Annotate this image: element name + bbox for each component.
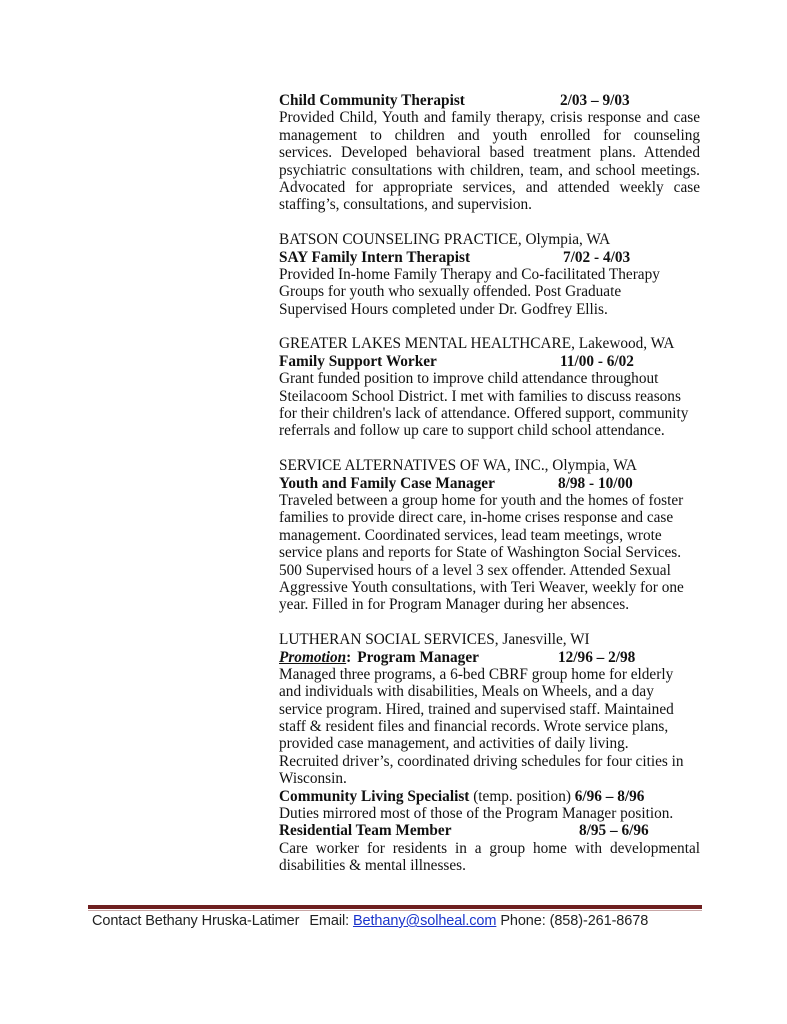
section-service-alternatives [279, 457, 700, 614]
body-line: services. Developed behavioral based treatment plans. Attended [279, 144, 700, 162]
body-line: Supervised Hours completed under Dr. Godfrey Ellis. [279, 300, 608, 318]
employer-name: GREATER LAKES MENTAL HEALTHCARE, Lakewood, WA [279, 335, 675, 353]
body-line: Care worker for residents in a group home with developmental [279, 839, 700, 857]
body-line: service program. Hired, trained and supervised staff. Maintained [279, 700, 674, 718]
body-line: Groups for youth who sexually offended. Post Graduate [279, 283, 622, 301]
body-line: staff & resident files and financial records. Wrote service plans, [279, 718, 669, 736]
sub-position-title: Residential Team Member [279, 822, 452, 840]
job-title: Child Community Therapist [279, 92, 465, 109]
employer-name: SERVICE ALTERNATIVES OF WA, INC., Olympia, WA [279, 457, 637, 475]
body-line: Steilacoom School District. I met with families to discuss reasons [279, 387, 681, 405]
body-line: Recruited driver’s, coordinated driving schedules for four cities in [279, 752, 684, 770]
body-line: Wisconsin. [279, 770, 347, 788]
employer-name: BATSON COUNSELING PRACTICE, Olympia, WA [279, 231, 611, 249]
job-title: Youth and Family Case Manager [279, 474, 495, 492]
footer-rule [88, 905, 702, 909]
job-title-with-promotion [279, 649, 479, 666]
job-dates: 8/98 - 10/00 [558, 474, 633, 492]
footer-rule-thin [88, 910, 702, 911]
sub-position-title-row [279, 822, 700, 839]
job-title-row [279, 649, 700, 666]
body-line: management to children and youth enrolled for counseling [279, 126, 700, 144]
email-link[interactable]: Bethany@solheal.com [352, 913, 497, 929]
job-title-row [279, 92, 700, 109]
body-line: year. Filled in for Program Manager during her absences. [279, 596, 630, 614]
employer-name: LUTHERAN SOCIAL SERVICES, Janesville, WI [279, 631, 590, 649]
job-title: SAY Family Intern Therapist [279, 248, 471, 266]
body-line: Managed three programs, a 6-bed CBRF group home for elderly [279, 665, 674, 683]
body-line: provided case management, and activities of daily living. [279, 735, 629, 753]
body-line: referrals and follow up care to support child school attendance. [279, 422, 665, 440]
sub-position-dates: 8/95 – 6/96 [579, 822, 649, 840]
body-line: Grant funded position to improve child attendance throughout [279, 370, 659, 388]
sub-position-title-row [279, 788, 700, 805]
job-dates: 12/96 – 2/98 [558, 648, 636, 666]
job-title: Family Support Worker [279, 352, 437, 370]
experience-content [279, 92, 700, 875]
job-dates: 7/02 - 4/03 [563, 248, 631, 266]
body-line: 500 Supervised hours of a level 3 sex offender. Attended Sexual [279, 561, 671, 579]
email-label: Email: [309, 913, 350, 929]
sub-position-note: (temp. position) [469, 787, 575, 805]
sub-position-dates: 6/96 – 8/96 [574, 787, 645, 805]
footer-contact [92, 913, 648, 929]
body-line: Traveled between a group home for youth and the homes of foster [279, 491, 684, 509]
body-line: Advocated for appropriate services, and attended weekly case [279, 178, 700, 196]
job-title-row [279, 475, 700, 492]
job-dates: 2/03 – 9/03 [560, 92, 630, 109]
body-line: disabilities & mental illnesses. [279, 857, 466, 875]
section-child-community-therapist [279, 92, 700, 214]
promotion-colon: : [346, 648, 352, 666]
phone-label: Phone: [500, 913, 546, 929]
phone-number: (858)-261-8678 [549, 913, 649, 929]
body-line: Provided Child, Youth and family therapy, crisis response and case [279, 109, 700, 127]
section-batson [279, 231, 700, 318]
contact-name: Contact Bethany Hruska-Latimer [92, 913, 300, 929]
body-line: Provided In-home Family Therapy and Co-facilitated Therapy [279, 265, 660, 283]
section-lutheran [279, 631, 700, 874]
body-line: management. Coordinated services, lead team meetings, wrote [279, 526, 662, 544]
body-line: for their children's lack of attendance. Offered support, community [279, 405, 689, 423]
section-greater-lakes [279, 335, 700, 439]
body-line: Aggressive Youth consultations, with Teri Weaver, weekly for one [279, 578, 684, 596]
promotion-label: Promotion [279, 648, 347, 666]
job-title: Program Manager [357, 648, 479, 666]
body-line: Duties mirrored most of those of the Program Manager position. [279, 805, 674, 823]
job-title-row [279, 353, 700, 370]
body-line: families to provide direct care, in-home crises response and case [279, 509, 674, 527]
sub-position-title: Community Living Specialist [279, 787, 470, 805]
body-line: staffing’s, consultations, and supervision. [279, 196, 532, 214]
body-line: psychiatric consultations with children, team, and school meetings. [279, 161, 700, 179]
job-title-row [279, 249, 700, 266]
body-line: service plans and reports for State of Washington Social Services. [279, 544, 682, 562]
body-line: and individuals with disabilities, Meals on Wheels, and a day [279, 683, 654, 701]
job-dates: 11/00 - 6/02 [560, 352, 634, 370]
